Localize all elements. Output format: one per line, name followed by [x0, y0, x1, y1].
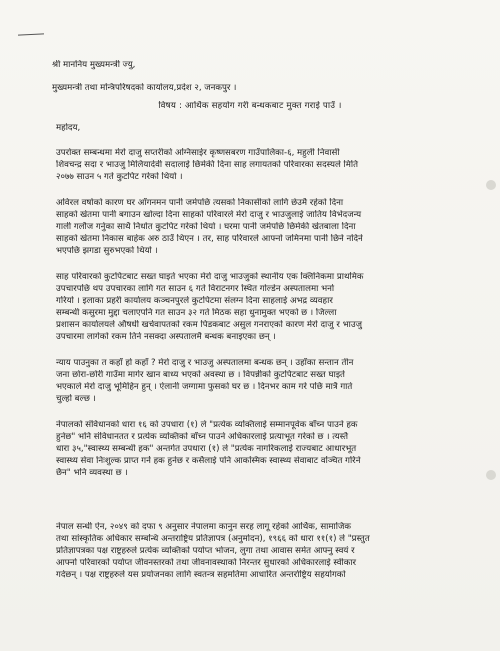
para4-line1: न्याय पाउनुका त कहाँ हो कहाँ ? मेरो दाजु र भाउजु अस्पतालमा बन्धक छन् । उहाँका सन्तान तीन	[56, 358, 354, 368]
para5-line2: हुनेछ" भनि संविधानतत र प्रत्येक व्यक्तिको बाँच्न पाउने अधिकारलाई प्रत्याभूत गरेको छ । त्यस्तै	[56, 432, 349, 442]
para6-line2: तथा सांस्कृतिक अधिकार सम्बन्धि अन्तराष्ट्रिय प्रतिज्ञापत्र (अनुमोदन), १९६६ को धारा ११(१) ले "प्रस्तुत	[56, 534, 370, 544]
para3-line4: सम्बन्धी कसुरमा मुद्दा चलाएपनि गत साउन ३२ गते मिठक सहा धुनामुक्त भएको छ । जिल्ला	[56, 308, 337, 318]
para3-line2: उपचारपछि थप उपचारका लागि गत साउन ६ गते विराटनगर स्थित गोल्डेन अस्पतालमा भर्ना	[56, 284, 335, 294]
para4-line3: भएकाले मेरो दाजु भूमिहिन हुन् । ऐलानी जग्गामा फुसको घर छ । दिनभर काम गरे पछि मात्रै गाते	[56, 382, 353, 392]
greeting: महोदय,	[56, 123, 81, 133]
para2-line3: गाली गलौज गर्नुका साथै निर्धात कुटपिट गरेको थियो । घरमा पानी जमेपछि छिमेकी खेतबाला दिना	[56, 222, 356, 232]
para3-line6: उपचारमा लागेको रकम तिर्न नसक्दा अस्पतालमै बन्धक बनाइएका छन् ।	[56, 332, 276, 342]
para3-line5: प्रशासन कार्यालयले औषधी खर्चवापतको रकम पिडकबाट असुल गनराएको कारण मेरो दाजु र भाउजु	[56, 320, 362, 330]
para6-line5: गर्दछन् । पक्ष राष्ट्रहरुले यस प्रयोजनका लागि स्वतन्त्र सहमतिमा आधारित अन्तर्राष्ट्रिय सहयोगको	[56, 570, 346, 580]
para3-line3: गरियो । इलाका प्रहरी कार्यालय कञ्चनपुरले कुटपिटमा संलग्न दिना साहलाई अभद्र व्यवहार	[56, 296, 333, 306]
para1-line3: २०७७ साउन ५ गते कुटपिट गरेको थियो ।	[56, 172, 183, 182]
para4-line4: चुल्हो बल्छ ।	[56, 394, 96, 404]
para2-line5: भएपछि झगडा सुरुभएको थियो ।	[56, 246, 158, 256]
para5-line4: स्वास्थ्य सेवा निःशुल्क प्राप्त गर्ने हक हुनेछ र कसैलाई पनि आकस्मिक स्वास्थ्य सेवाबाट वञ्चित गरिने	[56, 456, 361, 466]
pen-mark	[18, 33, 44, 35]
recipient-office-line: मुख्यमन्त्री तथा मन्त्रिपरिषदको कार्यालय,प्रदेश २, जनकपुर ।	[52, 83, 237, 93]
punch-hole	[486, 180, 496, 190]
para3-line1: साह परिवारको कुटपिटबाट सख्त घाइते भएका मेरो दाजु भाउजुको स्थानीय एक क्लिनिकमा प्राथमिक	[56, 272, 364, 282]
para6-line4: आफ्नो परिवारको पर्याप्त जीवनस्तरको तथा जीवनावस्थाको निरन्तर सुधारको अधिकारलाई स्वीकार	[56, 558, 357, 568]
punch-hole	[486, 470, 496, 480]
para4-line2: जना छोरा-छोरी गाउँमा मागेर खान बाध्य भएको अवस्था छ । विपन्नीको कुटपिटबाट सख्त घाइते	[56, 370, 345, 380]
para2-line2: साहको खेतमा पानी बगाउन खोल्दा दिना साहको परिवारले मेरो दाजु र भाउजुलाई जातिय विभेदजन्य	[56, 210, 362, 220]
para5-line3: धारा ३५,"स्वास्थ्य सम्बन्धी हक" अन्तर्गत उपधारा (१) ले "प्रत्येक नागरिकलाई राज्यबाट आधारभूत	[56, 444, 357, 454]
para5-line5: छैन" भनि व्यवस्था छ ।	[56, 468, 128, 478]
para1-line2: शिवचन्द्र सदा र भाउजु मिलियादेवी सदालाई छिमेकी दिना साह लगायतको परिवारका सदस्यले मिति	[56, 160, 359, 170]
para2-line1: अविरल वर्षाको कारण घर आँगनमन पानी जमेपछि त्यसको निकासीको लागि छेउमै रहेको दिना	[56, 198, 344, 208]
recipient-line: श्री माननिय मुख्यमन्त्री ज्यु,	[52, 60, 136, 70]
para1-line1: उपरोक्त सम्बन्धमा मेरो दाजु सप्तरीको अग्निसाईर कृष्णसबरण गाउँपालिका-६, महुली निवासी	[56, 148, 340, 158]
para6-line1: नेपाल सन्धी ऐन, २०४९ को दफा ९ अनुसार नेपालमा कानुन सरह लागू रहेको आर्थिक, सामाजिक	[56, 522, 351, 532]
para6-line3: प्रतिज्ञापत्रका पक्ष राष्ट्रहरुले प्रत्येक व्यक्तिको पर्याप्त भोजन, लुगा तथा आवास समेत आफ्नु स्वयं र	[56, 546, 355, 556]
subject-line: विषय : आर्थिक सहयोग गरी बन्धकबाट मुक्त गराई पाउँ ।	[158, 101, 342, 111]
para2-line4: साहको खेतमा निकास बाहेक अरु ठाउँ थिएन । तर, साह परिवारले आफ्नो जमिनमा पानी छिर्न नदिने	[56, 234, 363, 244]
para5-line1: नेपालको संविधानको धारा १६ को उपधारा (१) ले "प्रत्येक व्यक्तिलाई सम्मानपूर्वक बाँच्न पाउने हक	[56, 420, 358, 430]
